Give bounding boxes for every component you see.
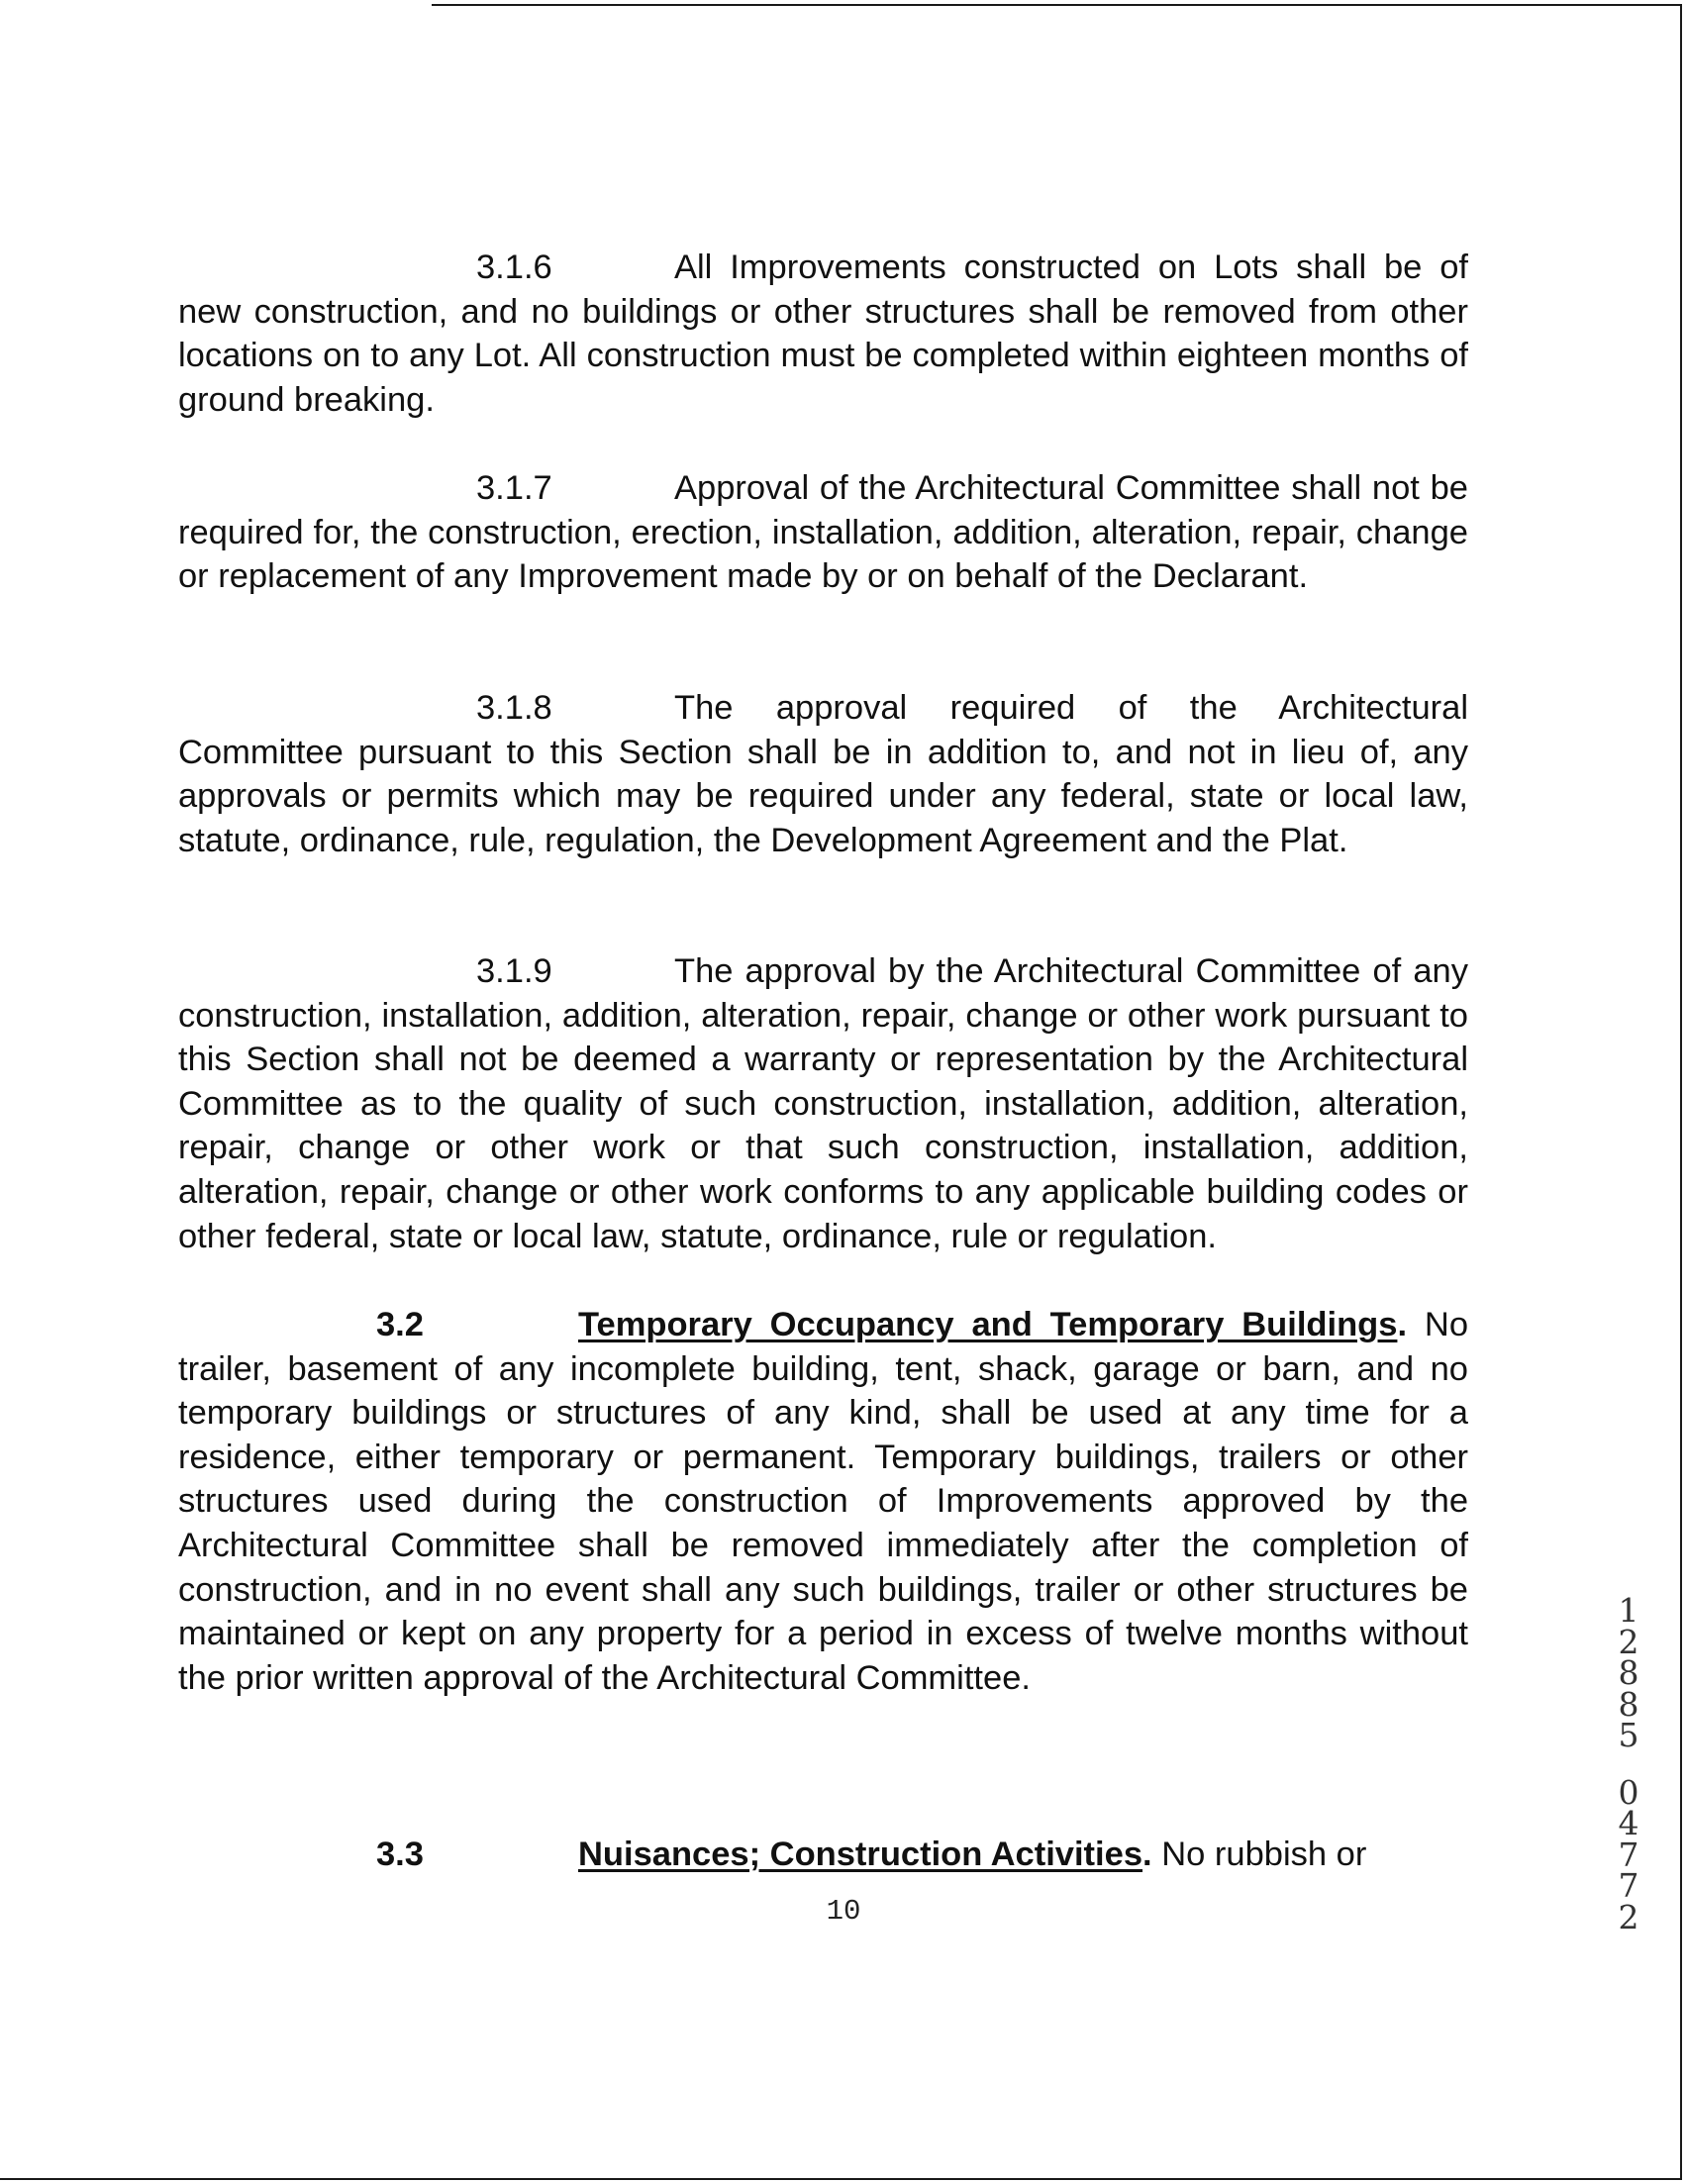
stamp-digit: 5 (1618, 1716, 1639, 1754)
section-number: 3.3 (376, 1836, 424, 1873)
stamp-digit: 7 (1618, 1866, 1639, 1905)
heading-period: . (1142, 1836, 1152, 1873)
paragraph-number: 3.1.9 (476, 952, 552, 990)
heading-period: . (1397, 1306, 1408, 1343)
side-stamp-number (1609, 1591, 1648, 1936)
paragraph-number: 3.1.8 (476, 689, 552, 727)
section-heading: Temporary Occupancy and Temporary Buildings (578, 1306, 1398, 1343)
paragraph-text: The approval by the Architectural Committee of any construction, installation, addition, alteration, repair, change or other work pursuant to this Section shall not be deemed a warranty or representation by the Architectural Committee as to the quality of such construction, installation, addition, alteration, repair, change or other work or that such construction, installation, addition, alteration, repair, change or other work conforms to any applicable building codes or other federal, state or local law, statute, ordinance, rule or regulation. (178, 952, 1468, 1255)
stamp-digit: 8 (1618, 1684, 1639, 1724)
stamp-digit: 4 (1618, 1804, 1639, 1842)
section-text: No trailer, basement of any incomplete building, tent, shack, garage or barn, and no temporary buildings or structures of any kind, shall be used at any time for a residence, either temporary or permanent. Temporary buildings, trailers or other structures used during the construction of Improvements approved by the Architectural Committee shall be removed immediately after the completion of construction, and in no event shall any such buildings, trailer or other structures be maintained or kept on any property for a period in excess of twelve months without the prior written approval of the Architectural Committee. (178, 1306, 1469, 1697)
top-border-line (432, 4, 1681, 6)
stamp-digit: 2 (1618, 1622, 1639, 1661)
stamp-digit: 7 (1618, 1835, 1639, 1874)
paragraph-3-1-6 (178, 246, 1468, 422)
section-number: 3.2 (376, 1306, 424, 1343)
stamp-digit: 0 (1618, 1772, 1639, 1812)
page-number: 10 (826, 1895, 861, 1928)
paragraph-text: Approval of the Architectural Committee shall not be required for, the construction, erection, installation, addition, alteration, repair, change or replacement of any Improvement made by or on behalf of the Declarant. (178, 469, 1468, 596)
section-3-2 (178, 1303, 1468, 1700)
paragraph-number: 3.1.7 (476, 469, 552, 507)
paragraph-3-1-9 (178, 949, 1468, 1258)
paragraph-text: All Improvements constructed on Lots shall be of new construction, and no buildings or other structures shall be removed from other locations on to any Lot. All construction must be completed within eighteen months of ground breaking. (178, 248, 1468, 419)
section-text: No rubbish or (1161, 1836, 1367, 1873)
paragraph-number: 3.1.6 (476, 248, 552, 286)
stamp-digit: 2 (1618, 1897, 1639, 1936)
right-border-line (1680, 4, 1682, 2178)
bottom-border-line (0, 2178, 1682, 2180)
stamp-digit: 8 (1618, 1653, 1639, 1692)
paragraph-3-1-7 (178, 466, 1468, 599)
section-3-3 (178, 1833, 1468, 1877)
paragraph-text: The approval required of the Architectural Committee pursuant to this Section shall be in addition to, and not in lieu of, any approvals or permits which may be required under any federal, state or local law, statute, ordinance, rule, regulation, the Development Agreement and the Plat. (178, 689, 1468, 859)
paragraph-3-1-8 (178, 686, 1468, 862)
stamp-digit: 1 (1618, 1591, 1639, 1630)
section-heading: Nuisances; Construction Activities (578, 1836, 1143, 1873)
